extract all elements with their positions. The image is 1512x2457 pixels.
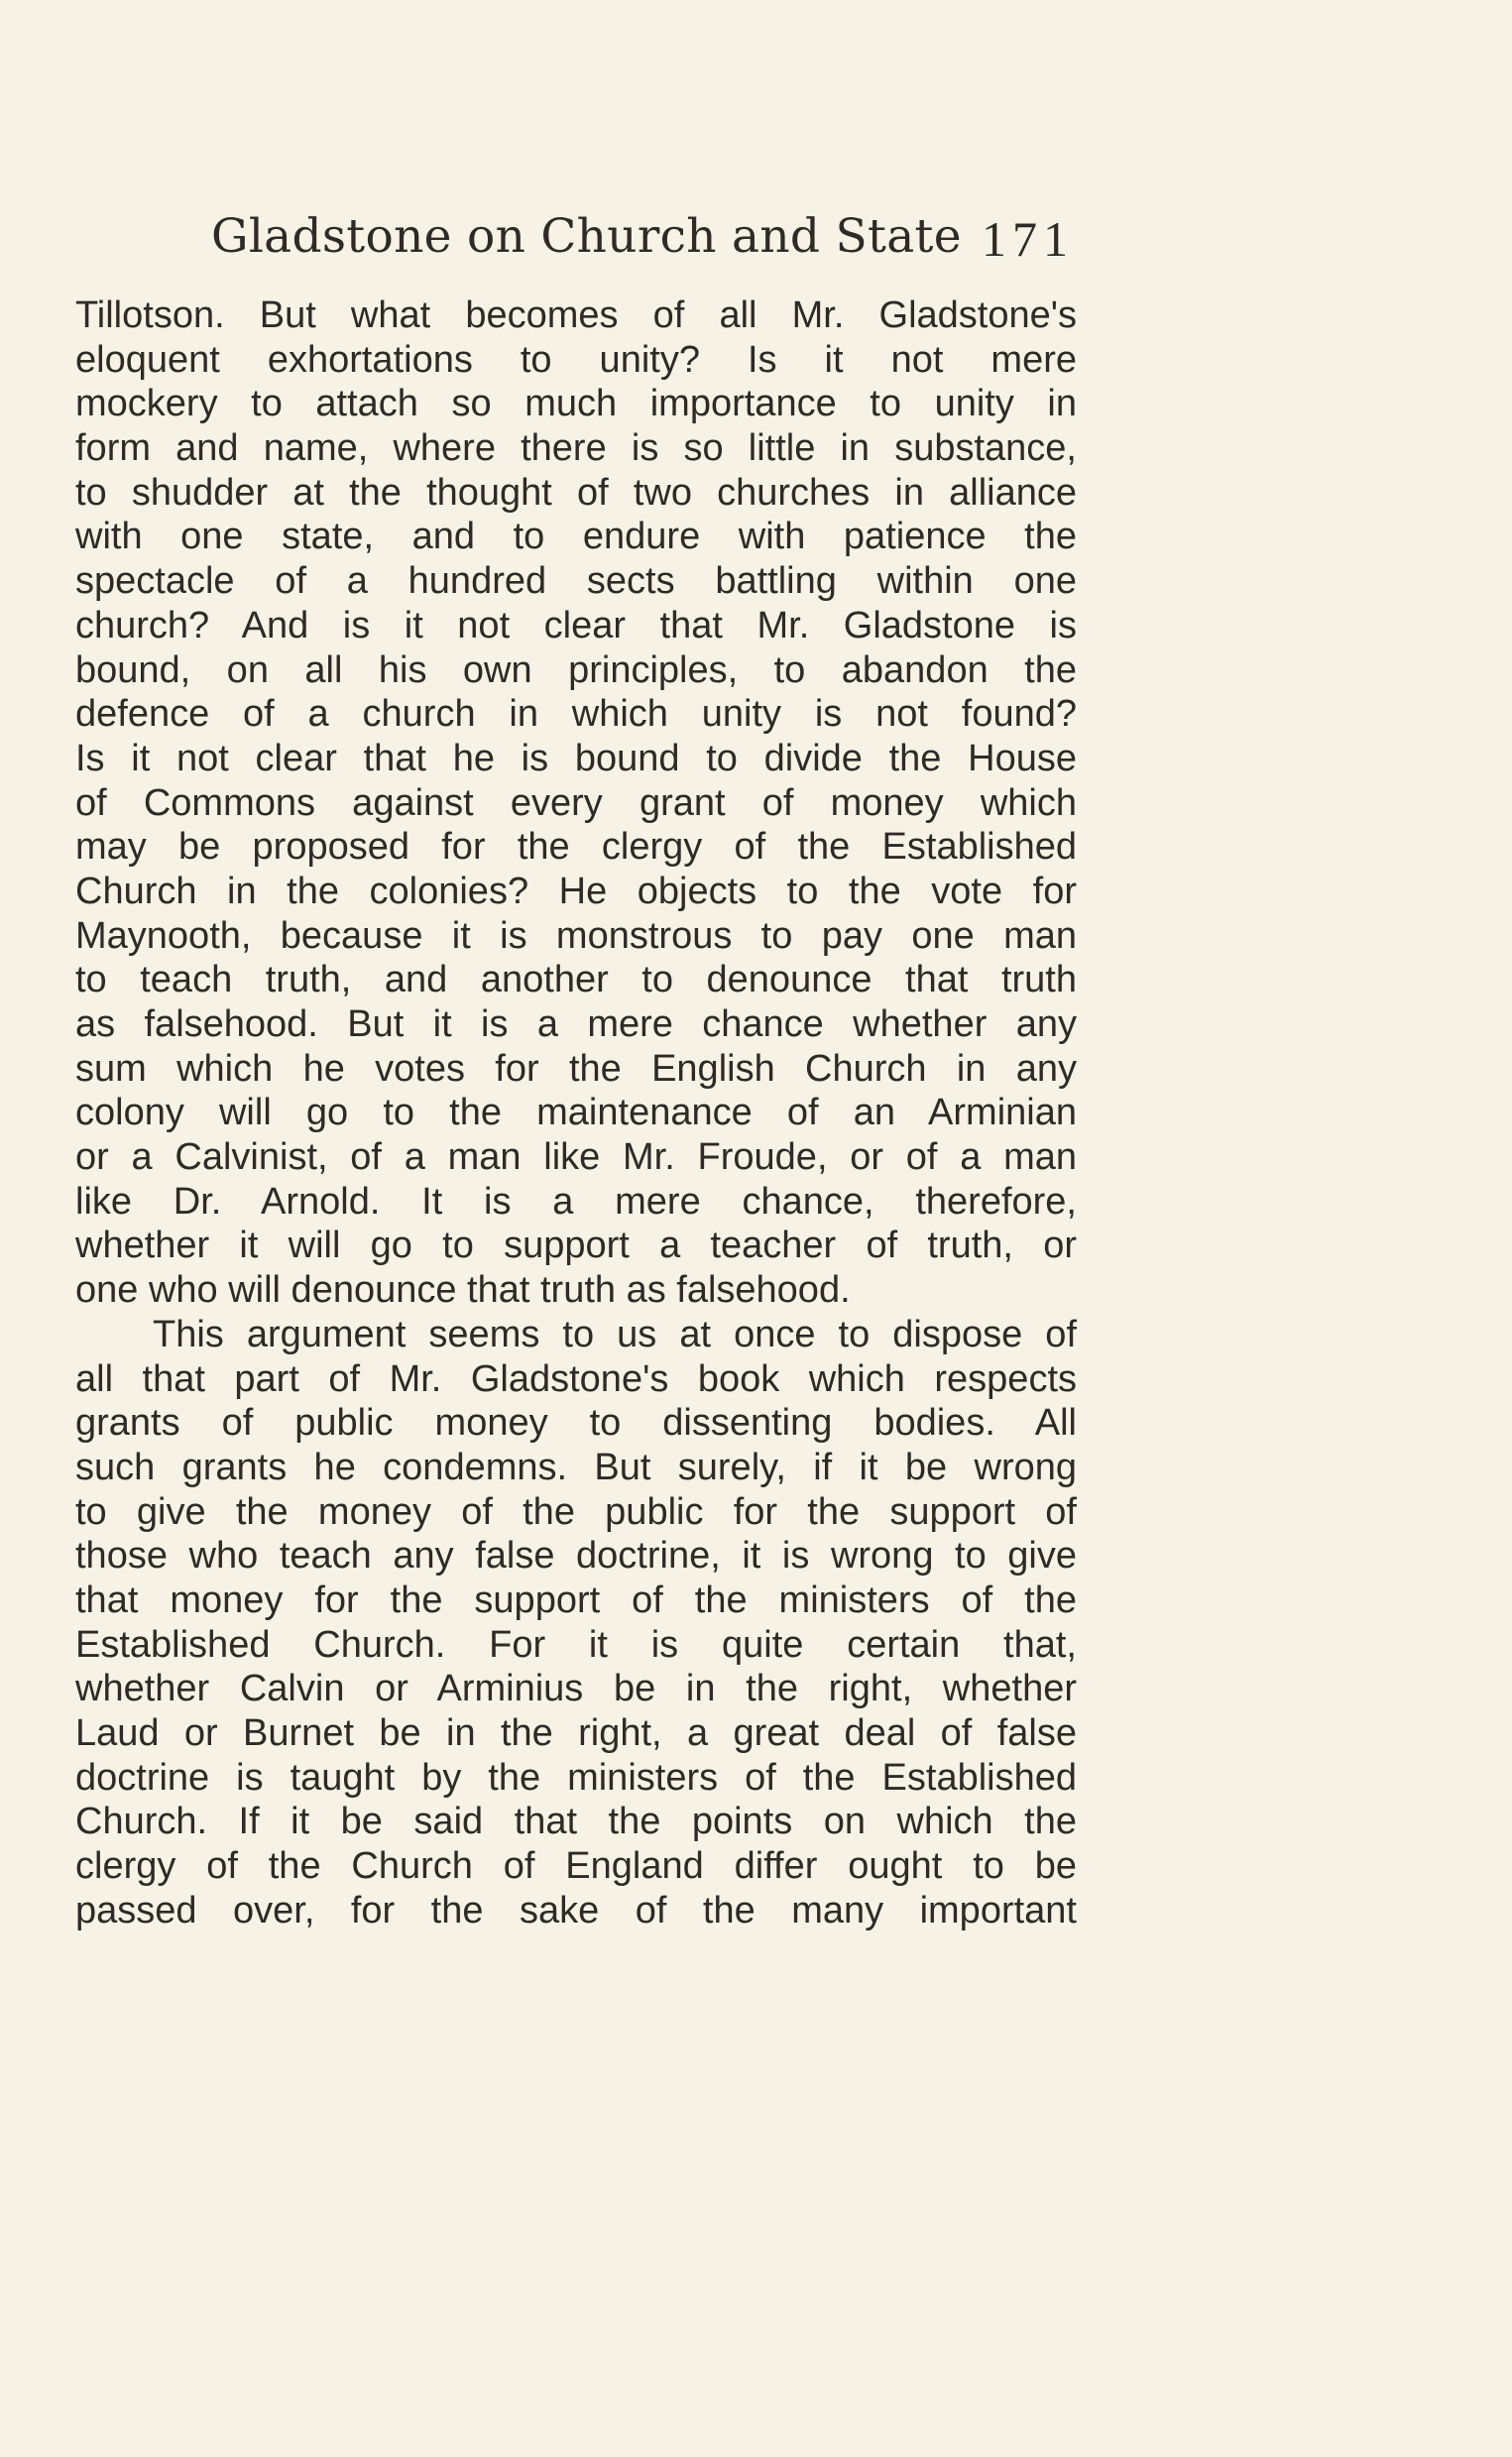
text-line: eloquent exhortations to unity? Is it not mere <box>75 338 1077 381</box>
text-line: like Dr. Arnold. It is a mere chance, therefore, <box>75 1180 1077 1223</box>
text-line: may be proposed for the clergy of the Established <box>75 826 1077 869</box>
text-line: defence of a church in which unity is not found? <box>75 693 1077 736</box>
text-line: those who teach any false doctrine, it is wrong to give <box>75 1535 1077 1578</box>
text-line: church? And is it not clear that Mr. Gladstone is <box>75 604 1077 646</box>
text-line: to shudder at the thought of two churches in alliance <box>75 471 1077 514</box>
text-line: passed over, for the sake of the many important <box>75 1889 1077 1931</box>
text-line: mockery to attach so much importance to unity in <box>75 383 1077 425</box>
text-line: as falsehood. But it is a mere chance whether any <box>75 1003 1077 1045</box>
text-line: Church. If it be said that the points on which the <box>75 1801 1077 1843</box>
text-line: bound, on all his own principles, to abandon the <box>75 648 1077 691</box>
text-line: or a Calvinist, of a man like Mr. Froude, or of a man <box>75 1136 1077 1179</box>
text-line: Church in the colonies? He objects to the vote for <box>75 870 1077 912</box>
text-line-paragraph-start: This argument seems to us at once to dispose of <box>153 1313 1077 1355</box>
text-line: to teach truth, and another to denounce that truth <box>75 959 1077 1001</box>
text-line: of Commons against every grant of money which <box>75 781 1077 824</box>
text-line: Maynooth, because it is monstrous to pay one man <box>75 914 1077 957</box>
text-line: whether Calvin or Arminius be in the right, whether <box>75 1668 1077 1710</box>
text-line: to give the money of the public for the support of <box>75 1490 1077 1533</box>
text-line: all that part of Mr. Gladstone's book which respects <box>75 1357 1077 1400</box>
text-line: Tillotson. But what becomes of all Mr. Gladstone's <box>75 294 1077 336</box>
page-number: 171 <box>982 211 1074 267</box>
text-line: with one state, and to endure with patience the <box>75 516 1077 558</box>
text-line: Laud or Burnet be in the right, a great deal of false <box>75 1712 1077 1754</box>
body-text <box>75 293 1077 1932</box>
text-line: doctrine is taught by the ministers of the Established <box>75 1756 1077 1799</box>
text-line: spectacle of a hundred sects battling within one <box>75 560 1077 603</box>
text-line: Established Church. For it is quite certain that, <box>75 1623 1077 1666</box>
running-head <box>211 202 1074 272</box>
text-line: that money for the support of the ministers of the <box>75 1579 1077 1621</box>
text-line: grants of public money to dissenting bodies. All <box>75 1402 1077 1445</box>
text-line: colony will go to the maintenance of an Arminian <box>75 1092 1077 1134</box>
text-line: form and name, where there is so little in substance, <box>75 427 1077 470</box>
text-line: Is it not clear that he is bound to divide the House <box>75 737 1077 779</box>
text-line-paragraph-end: one who will denounce that truth as falsehood. <box>75 1269 851 1312</box>
running-title: Gladstone on Church and State <box>211 209 962 264</box>
text-line: sum which he votes for the English Church in any <box>75 1047 1077 1090</box>
text-line: whether it will go to support a teacher of truth, or <box>75 1225 1077 1267</box>
text-line: such grants he condemns. But surely, if it be wrong <box>75 1446 1077 1488</box>
text-line: clergy of the Church of England differ ought to be <box>75 1845 1077 1888</box>
